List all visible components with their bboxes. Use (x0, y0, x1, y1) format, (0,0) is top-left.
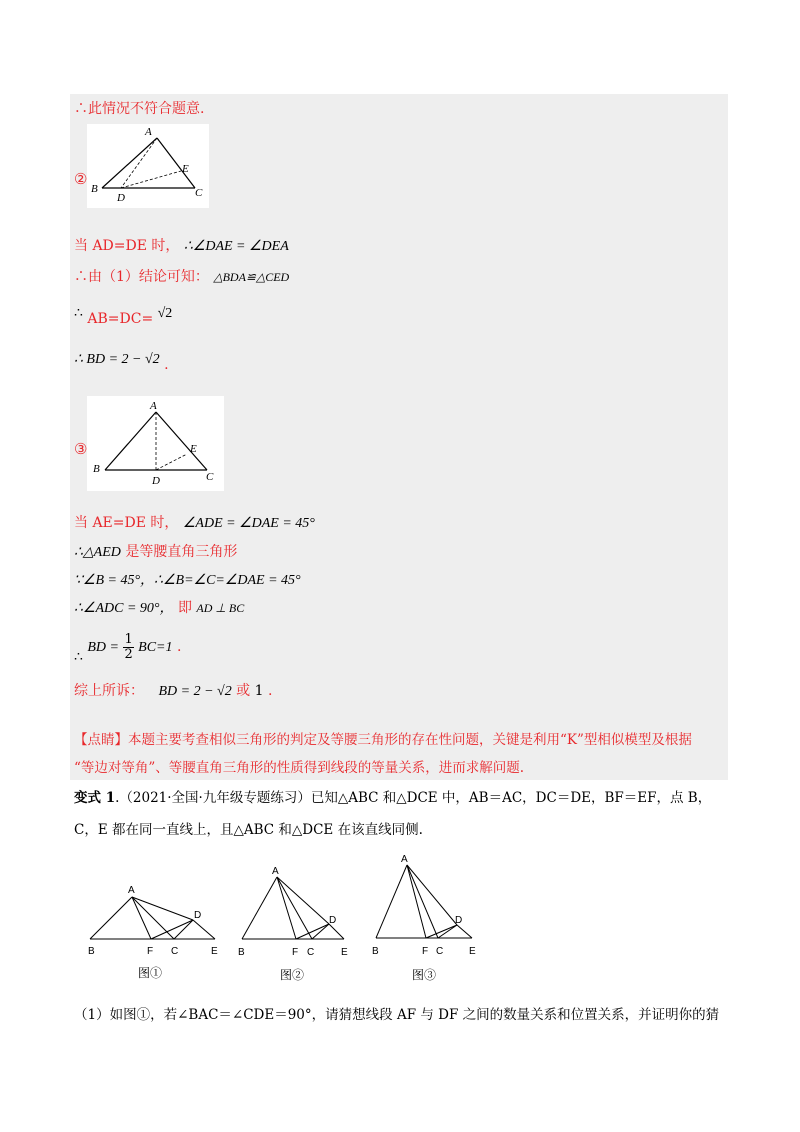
case3-line5 (74, 630, 181, 670)
fig1-label-e: E (211, 946, 218, 957)
problem-figure-2 (232, 862, 357, 980)
summary-line (74, 682, 272, 701)
fig3-label-a: A (401, 854, 408, 865)
comment-line1: 【点睛】本题主要考查相似三角形的判定及等腰三角形的存在性问题，关键是利用“K”型相似模型及根据 (74, 732, 692, 748)
summary-end: . (267, 683, 273, 699)
problem-figure-3 (366, 848, 486, 980)
case2-line4-math: ∴ BD = 2 − √2 (74, 352, 160, 367)
summary-label: 综上所诉： (74, 683, 144, 699)
case3-line5-lhs: BD = (87, 640, 119, 655)
case2-line2 (74, 268, 289, 286)
case2-line1-label: 当 AD=DE 时， (74, 238, 180, 254)
fig2-label-d: D (329, 915, 337, 926)
case2-line2-math: △BDA≌△CED (213, 270, 290, 284)
fig3-label-c: C (436, 946, 444, 957)
case2-label-a: A (145, 126, 152, 138)
case3-line2-math: ∴△AED (74, 545, 121, 560)
case2-label-d: D (117, 192, 125, 204)
problem-line2: C，E 都在同一直线上，且△ABC 和△DCE 在该直线同侧. (74, 822, 423, 838)
case3-line2 (74, 543, 237, 562)
fig2-label-f: F (292, 947, 299, 958)
case2-line4 (74, 350, 169, 373)
case2-line2-label: ∴由（1）结论可知： (74, 269, 209, 285)
question-1: （1）如图①，若∠BAC＝∠CDE＝90°，请猜想线段 AF 与 DF 之间的数量关系和位置关系，并证明你的猜 (74, 1007, 720, 1023)
case3-line4 (74, 599, 244, 618)
case2-label-c: C (195, 187, 203, 199)
case3-figure (87, 396, 224, 491)
fig3-label-b: B (372, 946, 379, 957)
case3-line5-prefix: ∴ (74, 649, 83, 665)
case3-triangle-svg (87, 396, 224, 491)
case3-label-e: E (190, 443, 197, 455)
fig1-label-f: F (147, 946, 154, 957)
problem-text-1: .（2021·全国·九年级专题练习）已知△ABC 和△DCE 中，AB＝AC，DC＝DE，BF＝EF，点 B， (115, 790, 712, 806)
case3-label-c: C (206, 471, 214, 483)
case2-line3 (74, 304, 173, 327)
figure-1-caption: 图① (138, 966, 163, 980)
fig3-label-d: D (455, 915, 463, 926)
case3-line5-end: . (176, 639, 182, 655)
fig2-label-c: C (307, 947, 315, 958)
fig1-label-a: A (128, 885, 135, 896)
case3-line5-rhs: BC=1 (138, 640, 173, 655)
conclusion-line (74, 100, 204, 118)
fig2-label-b: B (238, 947, 245, 958)
figure-2-caption: 图② (280, 968, 305, 982)
summary-math: BD = 2 − √2 (158, 684, 232, 699)
comment-line2: “等边对等角”、等腰直角三角形的性质得到线段的等量关系，进而求解问题. (74, 760, 525, 776)
fig3-label-e: E (469, 946, 476, 957)
fig3-label-f: F (422, 946, 429, 957)
case3-label-a: A (150, 400, 157, 412)
case3-line1-math: ∠ADE = ∠DAE = 45° (182, 516, 315, 531)
case2-line3-math: √2 (157, 306, 173, 321)
fig1-label-d: D (194, 910, 202, 921)
figure-3-caption: 图③ (412, 968, 437, 982)
summary-value: 1 (254, 683, 264, 699)
case3-label-d: D (152, 475, 160, 487)
case3-line3-math: ∵∠B = 45°，∴∠B=∠C=∠DAE = 45° (74, 573, 301, 588)
conclusion-text: ∴此情况不符合题意. (74, 101, 205, 117)
case3-line5-fraction (123, 633, 133, 662)
figure-1-svg (80, 880, 225, 960)
figure-2-svg (232, 862, 357, 960)
fig1-label-b: B (88, 946, 95, 957)
case3-line4-label: 即 (177, 600, 192, 616)
case3-line1-label: 当 AE=DE 时， (74, 515, 179, 531)
fig1-label-c: C (171, 946, 179, 957)
fraction-denominator: 2 (124, 646, 133, 662)
case3-label-b: B (93, 463, 100, 475)
fraction-numerator: 1 (124, 631, 133, 647)
case3-line3 (74, 571, 301, 590)
case3-line1 (74, 514, 315, 533)
case2-line4-end: . (164, 357, 169, 373)
case2-label-e: E (182, 163, 189, 175)
problem-line1 (74, 789, 711, 807)
case3-marker: ③ (74, 440, 88, 458)
case3-line4-math: ∴∠ADC = 90°， (74, 601, 174, 616)
case2-label-b: B (91, 183, 98, 195)
case2-line3-label: AB=DC= (87, 311, 154, 327)
case2-line3-prefix: ∴ (74, 305, 83, 321)
summary-or: 或 (236, 683, 251, 699)
case2-triangle-svg (87, 124, 209, 208)
figure-3-svg (366, 848, 486, 960)
fig2-label-e: E (341, 947, 348, 958)
case3-line2-label: 是等腰直角三角形 (125, 544, 238, 560)
fig2-label-a: A (272, 866, 279, 877)
case3-line4-math2: AD ⊥ BC (196, 601, 245, 615)
case2-line1 (74, 237, 289, 256)
case2-figure (87, 124, 209, 208)
case2-marker: ② (74, 170, 88, 188)
problem-figure-1 (80, 880, 225, 980)
case2-line1-math: ∴∠DAE = ∠DEA (183, 239, 289, 254)
problem-label: 变式 1 (74, 790, 116, 806)
